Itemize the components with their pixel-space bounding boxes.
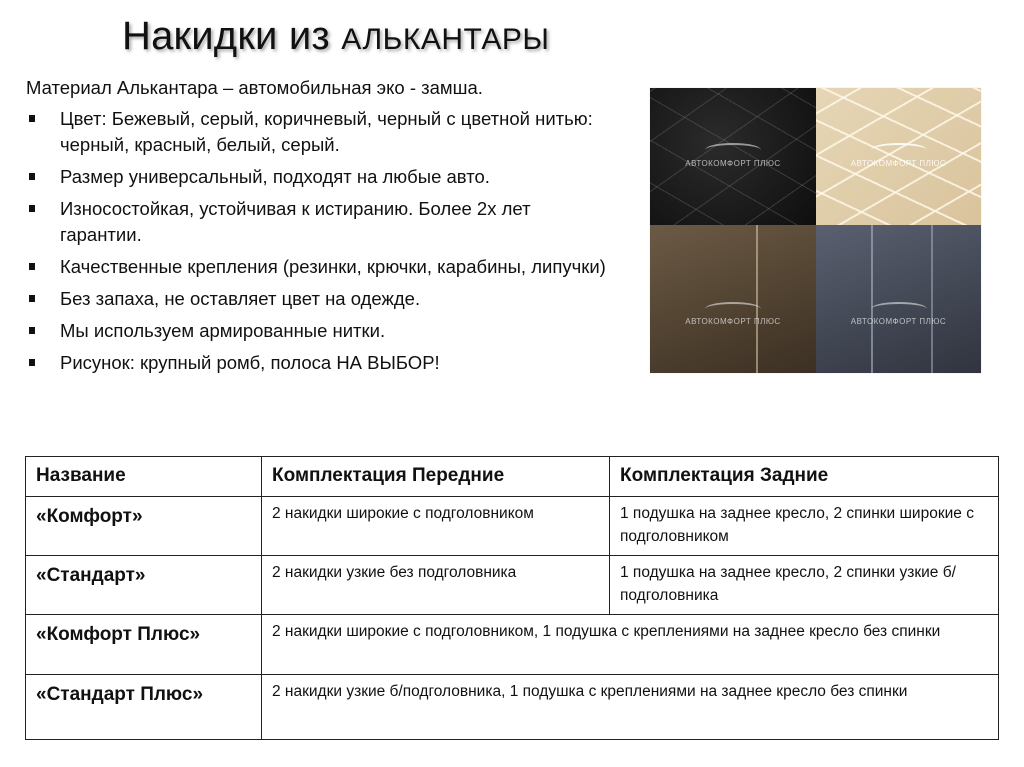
swatch-brown bbox=[650, 225, 816, 373]
list-item: Износостойкая, устойчивая к истиранию. Более 2х лет гарантии. bbox=[26, 196, 611, 248]
list-item: Качественные крепления (резинки, крючки, карабины, липучки) bbox=[26, 254, 611, 280]
header-rear: Комплектация Задние bbox=[610, 457, 999, 497]
kit-contents: 2 накидки узкие б/подголовника, 1 подушка с креплениями на заднее кресло без спинки bbox=[262, 675, 999, 740]
square-bullet-icon bbox=[29, 173, 35, 180]
list-item: Без запаха, не оставляет цвет на одежде. bbox=[26, 286, 611, 312]
header-front: Комплектация Передние bbox=[262, 457, 610, 497]
brand-logo-text: АВТОКОМФОРТ ПЛЮС bbox=[685, 316, 781, 326]
kit-contents: 2 накидки широкие с подголовником, 1 подушка с креплениями на заднее кресло без спинки bbox=[262, 615, 999, 675]
square-bullet-icon bbox=[29, 359, 35, 366]
car-logo-icon bbox=[705, 302, 761, 316]
swatch-gray bbox=[816, 225, 981, 373]
kit-name: «Комфорт» bbox=[26, 497, 262, 556]
kit-name: «Комфорт Плюс» bbox=[26, 615, 262, 675]
square-bullet-icon bbox=[29, 205, 35, 212]
car-logo-icon bbox=[871, 302, 927, 316]
header-name: Название bbox=[26, 457, 262, 497]
swatch-black bbox=[650, 88, 816, 225]
brand-logo-text: АВТОКОМФОРТ ПЛЮС bbox=[850, 316, 947, 326]
intro-text: Материал Алькантара – автомобильная эко - замша. bbox=[26, 77, 483, 98]
table-header-row bbox=[26, 457, 999, 497]
brand-logo-text: АВТОКОМФОРТ ПЛЮС bbox=[685, 159, 781, 169]
brand-logo-text: АВТОКОМФОРТ ПЛЮС bbox=[850, 159, 947, 169]
material-swatches-photo bbox=[650, 88, 981, 373]
feature-list bbox=[26, 106, 611, 382]
table-row bbox=[26, 497, 999, 556]
kit-name: «Стандарт» bbox=[26, 556, 262, 615]
square-bullet-icon bbox=[29, 115, 35, 122]
table-row bbox=[26, 556, 999, 615]
title-main: Накидки из bbox=[122, 14, 330, 58]
list-item: Цвет: Бежевый, серый, коричневый, черный с цветной нитью: черный, красный, белый, серый. bbox=[26, 106, 611, 158]
kit-front: 2 накидки узкие без подголовника bbox=[262, 556, 610, 615]
table-row bbox=[26, 615, 999, 675]
list-item: Мы используем армированные нитки. bbox=[26, 318, 611, 344]
car-logo-icon bbox=[705, 143, 761, 157]
title-caps: АЛЬКАНТАРЫ bbox=[341, 23, 550, 56]
car-logo-icon bbox=[871, 143, 927, 157]
table-row bbox=[26, 675, 999, 740]
kit-rear: 1 подушка на заднее кресло, 2 спинки широкие с подголовником bbox=[610, 497, 999, 556]
kit-comparison-table bbox=[25, 456, 999, 740]
square-bullet-icon bbox=[29, 263, 35, 270]
list-item: Размер универсальный, подходят на любые авто. bbox=[26, 164, 611, 190]
kit-name: «Стандарт Плюс» bbox=[26, 675, 262, 740]
square-bullet-icon bbox=[29, 295, 35, 302]
list-item: Рисунок: крупный ромб, полоса НА ВЫБОР! bbox=[26, 350, 611, 376]
swatch-beige bbox=[816, 88, 981, 225]
slide-title bbox=[122, 8, 549, 68]
square-bullet-icon bbox=[29, 327, 35, 334]
kit-front: 2 накидки широкие с подголовником bbox=[262, 497, 610, 556]
kit-rear: 1 подушка на заднее кресло, 2 спинки узкие б/подголовника bbox=[610, 556, 999, 615]
